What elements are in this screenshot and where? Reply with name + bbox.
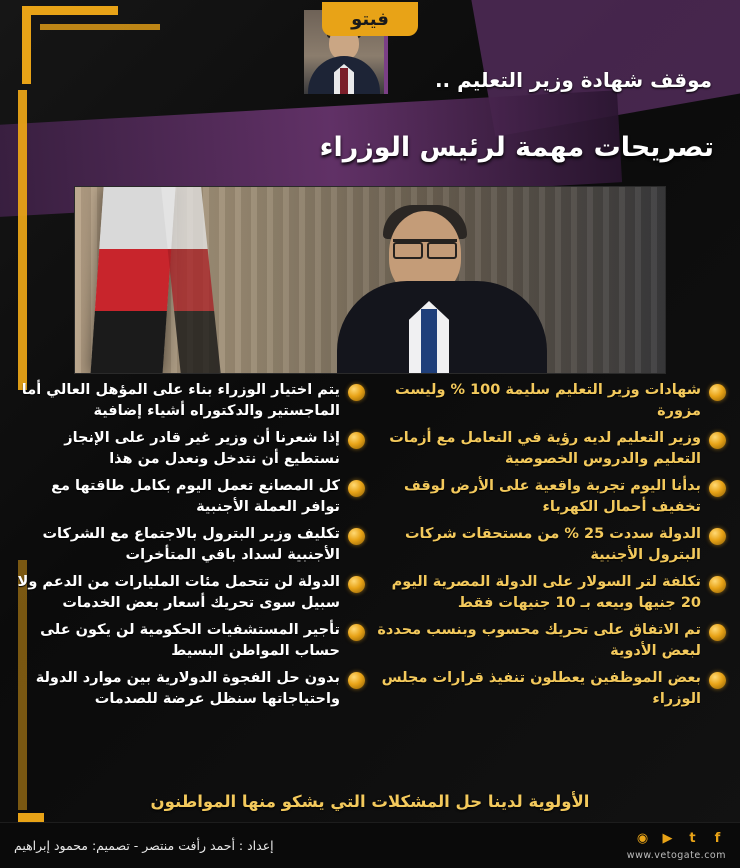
bullet-icon <box>348 624 365 641</box>
instagram-icon[interactable]: ◉ <box>636 831 649 846</box>
statement-text: كل المصانع تعمل اليوم بكامل طاقتها مع توافر العملة الأجنبية <box>51 478 340 516</box>
statement-text: تكلفة لتر السولار على الدولة المصرية اليوم 20 جنيها وبيعه بـ 10 جنيهات فقط <box>391 574 701 612</box>
bullet-icon <box>709 480 726 497</box>
statement-text: الدولة لن تتحمل مئات المليارات من الدعم ولا سبيل سوى تحريك أسعار بعض الخدمات <box>17 574 340 612</box>
statement-text: تم الاتفاق على تحريك محسوب وبنسب محددة لبعض الأدوية <box>377 622 701 660</box>
bullet-icon <box>709 432 726 449</box>
decorative-footer-tab <box>18 813 44 822</box>
bullet-icon <box>709 528 726 545</box>
website-url[interactable]: www.vetogate.com <box>626 850 726 861</box>
site-logo: فيتو <box>322 2 418 36</box>
prime-minister-photo <box>74 186 666 374</box>
bullet-icon <box>348 672 365 689</box>
list-item <box>14 380 365 422</box>
statement-text: يتم اختيار الوزراء بناء على المؤهل العالي أما الماجستير والدكتوراه أشياء إضافية <box>21 382 340 420</box>
headline-secondary: موقف شهادة وزير التعليم .. <box>434 68 712 92</box>
social-links <box>627 830 726 861</box>
list-item <box>14 476 365 518</box>
list-item <box>375 524 726 566</box>
decorative-corner-bar <box>40 24 160 30</box>
bullet-icon <box>709 576 726 593</box>
list-item <box>375 572 726 614</box>
statement-text: تأجير المستشفيات الحكومية لن يكون على حساب المواطن البسيط <box>40 622 340 660</box>
statement-text: إذا شعرنا أن وزير غير قادر على الإنجاز نستطيع أن نتدخل ونعدل من هذا <box>64 430 340 468</box>
bullet-icon <box>709 672 726 689</box>
list-item <box>375 668 726 710</box>
list-item <box>14 668 365 710</box>
pm-figure <box>337 205 547 373</box>
credits-text: إعداد : أحمد رأفت منتصر - تصميم: محمود إبراهيم <box>14 838 274 853</box>
egypt-flag <box>90 187 175 374</box>
list-item <box>14 524 365 566</box>
bullet-icon <box>709 624 726 641</box>
list-item <box>375 428 726 470</box>
thumb-tie <box>340 68 348 94</box>
footer-highlight: الأولوية لدينا حل المشكلات التي يشكو منها المواطنون <box>150 792 590 811</box>
statement-text: بعض الموظفين يعطلون تنفيذ قرارات مجلس الوزراء <box>381 670 701 708</box>
list-item <box>375 380 726 422</box>
pm-tie <box>421 309 437 373</box>
list-item <box>14 428 365 470</box>
list-item <box>14 572 365 614</box>
statement-text: بدون حل الفجوة الدولارية بين موارد الدولة واحتياجاتها سنظل عرضة للصدمات <box>35 670 340 708</box>
list-item <box>14 620 365 662</box>
glasses-icon <box>393 239 457 253</box>
list-item <box>375 476 726 518</box>
facebook-icon[interactable]: f <box>714 831 721 846</box>
bullet-icon <box>348 528 365 545</box>
bullet-icon <box>348 480 365 497</box>
statement-text: شهادات وزير التعليم سليمة 100 % وليست مزورة <box>394 382 701 420</box>
bullet-icon <box>348 432 365 449</box>
statement-text: الدولة سددت 25 % من مستحقات شركات البترول الأجنبية <box>404 526 701 564</box>
statements-column-right <box>375 380 726 710</box>
statement-text: بدأنا اليوم تجربة واقعية على الأرض لوقف تخفيف أحمال الكهرباء <box>404 478 701 516</box>
statement-text: تكليف وزير البترول بالاجتماع مع الشركات الأجنبية لسداد باقي المتأخرات <box>42 526 340 564</box>
footer-bar <box>0 822 740 868</box>
statements-column-left <box>14 380 365 710</box>
statement-text: وزير التعليم لديه رؤية في التعامل مع أزمات التعليم والدروس الخصوصية <box>389 430 701 468</box>
youtube-icon[interactable]: ▶ <box>662 831 673 846</box>
bullet-icon <box>348 384 365 401</box>
statements-lists <box>0 380 740 710</box>
list-item <box>375 620 726 662</box>
twitter-icon[interactable]: t <box>689 831 696 846</box>
social-icon-row <box>634 830 726 847</box>
bullet-icon <box>348 576 365 593</box>
decorative-left-bar <box>18 90 27 390</box>
headline-primary: تصريحات مهمة لرئيس الوزراء <box>319 132 714 163</box>
bullet-icon <box>709 384 726 401</box>
decorative-corner-frame <box>22 6 118 84</box>
